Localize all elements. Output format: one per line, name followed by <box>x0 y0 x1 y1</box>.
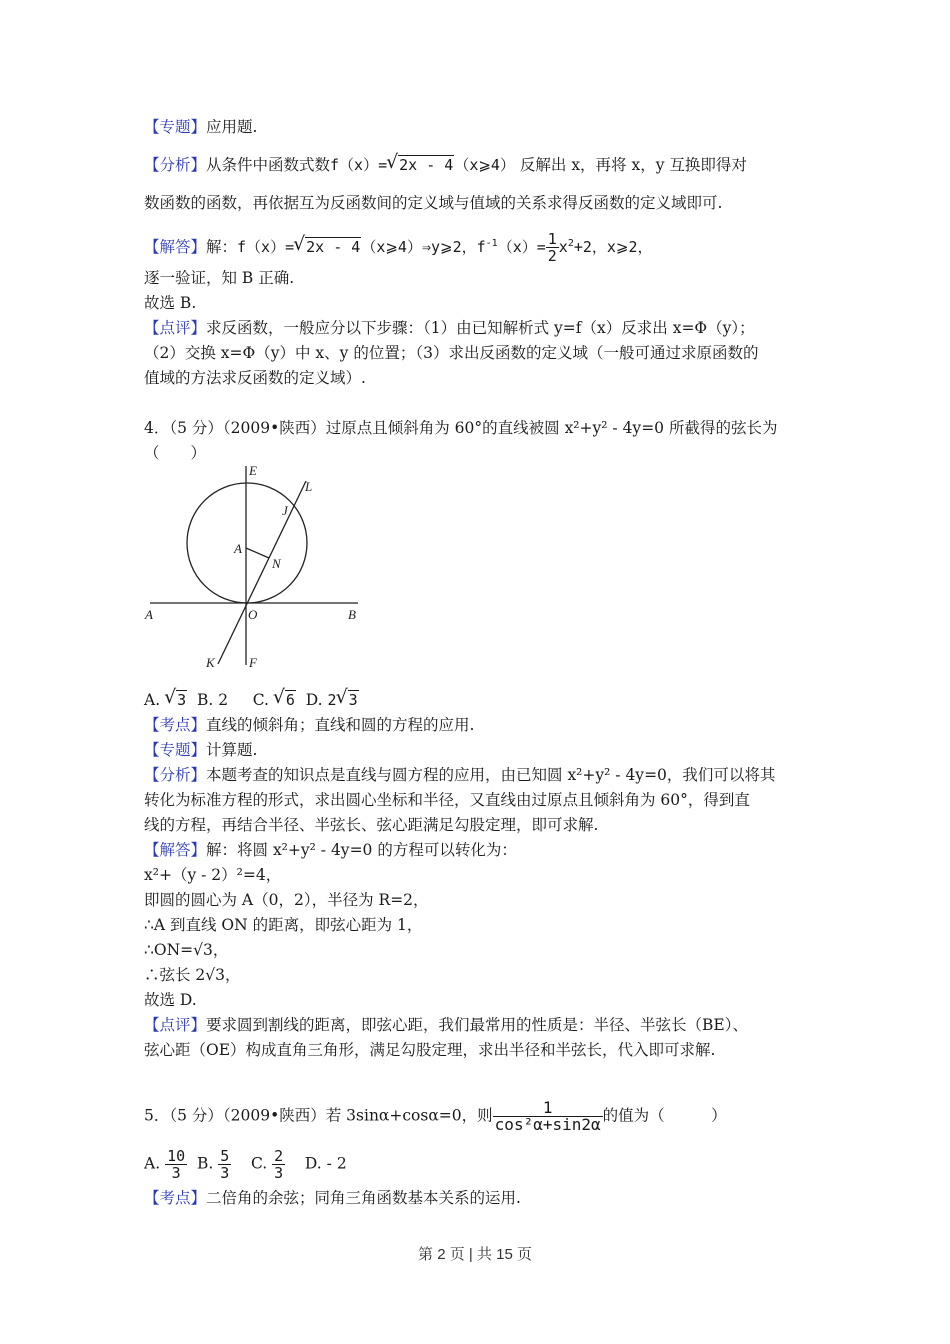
text-line: ∴A 到直线 ON 的距离，即弦心距为 1， <box>144 916 423 934</box>
q3-zhuanti: 【专题】应用题. <box>144 118 258 136</box>
q4-jieda: 【解答】解：将圆 x²+y² - 4y=0 的方程可以转化为： <box>144 841 517 859</box>
text-line: 值域的方法求反函数的定义域）. <box>144 369 366 387</box>
option-a: $\frac{10}{3}$ <box>167 1147 186 1182</box>
text-line: 转化为标准方程的形式，求出圆心坐标和半径，又直线由过原点且倾斜角为 60°，得到直 <box>144 791 750 809</box>
q5-stem: 5．（5 分）（2009•陕西）若 3sinα+cosα=0，则 $\frac{1}{\text{cos²α+sin2α}}$ 的值为（ ） <box>144 1098 727 1134</box>
label-k: K <box>206 655 215 670</box>
tag-label: 【专题】 <box>144 741 207 759</box>
tag-label: 【解答】 <box>144 841 207 859</box>
tag-label: 【考点】 <box>144 1189 207 1207</box>
option-d: 2 √ 3 <box>328 691 359 709</box>
label-j: J <box>282 503 288 518</box>
text-line: 即圆的圆心为 A（0，2），半径为 R=2， <box>144 891 429 909</box>
tag-label: 【分析】 <box>144 766 207 784</box>
text-line: 故选 B. <box>144 294 197 312</box>
option-b: $\frac{5}{3}$ <box>220 1147 230 1182</box>
q5-options: A. $\frac{10}{3}$ B. $\frac{5}{3}$ C. $\frac{2}{3}$ D. - 2 <box>144 1147 347 1182</box>
text-line: x²+（y - 2）²=4， <box>144 866 282 884</box>
formula: f（x）= √ 2x - 4（x⩾4）⇒y⩾2，$f^{-1}(x)=$ $\frac{1}{2}$ $x^2+2$，x⩾2， <box>237 238 653 256</box>
q4-zhuanti: 【专题】计算题. <box>144 741 258 759</box>
q4-kaodian: 【考点】直线的倾斜角；直线和圆的方程的应用. <box>144 716 475 734</box>
option-c: √ 6 <box>274 691 296 709</box>
fraction: $\frac{1}{\text{cos²α+sin2α}}$ <box>494 1098 601 1134</box>
formula: f（x）= √ 2x - 4（x⩾4） <box>330 156 515 174</box>
q3-jieda: 【解答】解：f（x）= √ 2x - 4（x⩾4）⇒y⩾2，$f^{-1}(x)=$ $\frac{1}{2}$ $x^2+2$，x⩾2， <box>144 231 653 264</box>
text-line: ∴弦长 2√3， <box>144 966 241 984</box>
label-l: L <box>305 479 313 494</box>
option-c: $\frac{2}{3}$ <box>274 1147 284 1182</box>
line-kl <box>218 481 306 664</box>
text-line: ∴ON=√3， <box>144 941 229 959</box>
segment-an <box>246 548 269 558</box>
option-d: - 2 <box>326 1154 347 1173</box>
label-n: N <box>272 556 281 571</box>
q4-options: A. √ 3 B. 2 C. √ 6 D. 2 √ 3 <box>144 690 359 710</box>
label-e: E <box>249 463 257 478</box>
q3-fenxi: 【分析】从条件中函数式数f（x）= √ 2x - 4（x⩾4） 反解出 x，再将 x，y 互换即得对 <box>144 155 747 175</box>
q4-fenxi: 【分析】本题考查的知识点是直线与圆方程的应用，由已知圆 x²+y² - 4y=0，我们可以将其 <box>144 766 776 784</box>
text-line: （2）交换 x=Φ（y）中 x、y 的位置；（3）求出反函数的定义域（一般可通过求原函数的 <box>144 344 759 362</box>
question-stem: 4．（5 分）（2009•陕西）过原点且倾斜角为 60°的直线被圆 x²+y² - 4y=0 所截得的弦长为 <box>144 419 778 437</box>
answer-blank: （ ） <box>144 444 207 462</box>
q3-dianping: 【点评】求反函数，一般应分以下步骤：（1）由已知解析式 y=f（x）反求出 x=Φ（y）； <box>144 319 755 337</box>
q4-dianping: 【点评】要求圆到割线的距离，即弦心距，我们最常用的性质是：半径、半弦长（BE）、 <box>144 1016 748 1034</box>
label-b: B <box>348 607 356 622</box>
label-f: F <box>249 655 257 670</box>
tag-label: 【点评】 <box>144 1016 207 1034</box>
text-line: 线的方程，再结合半径、半弦长、弦心距满足勾股定理，即可求解. <box>144 816 599 834</box>
circle-line-diagram <box>140 460 370 680</box>
tag-label: 【分析】 <box>144 156 207 174</box>
option-a: √ 3 <box>165 691 187 709</box>
label-o: O <box>248 607 258 622</box>
page-footer: 第 2 页 | 共 15 页 <box>418 1246 532 1263</box>
tag-label: 【考点】 <box>144 716 207 734</box>
option-b: 2 <box>218 691 229 709</box>
circle <box>187 483 307 603</box>
label-a-center: A <box>234 541 242 556</box>
tag-label: 【解答】 <box>144 238 207 256</box>
label-a-left: A <box>145 607 153 622</box>
text-line: 数函数的函数，再依据互为反函数间的定义域与值域的关系求得反函数的定义域即可. <box>144 194 723 212</box>
text-line: 弦心距（OE）构成直角三角形，满足勾股定理，求出半径和半弦长，代入即可求解. <box>144 1041 716 1059</box>
tag-label: 【点评】 <box>144 319 207 337</box>
text-line: 逐一验证，知 B 正确. <box>144 269 295 287</box>
text-line: 故选 D. <box>144 991 197 1009</box>
tag-label: 【专题】 <box>144 118 207 136</box>
q5-kaodian: 【考点】二倍角的余弦；同角三角函数基本关系的运用. <box>144 1189 521 1207</box>
